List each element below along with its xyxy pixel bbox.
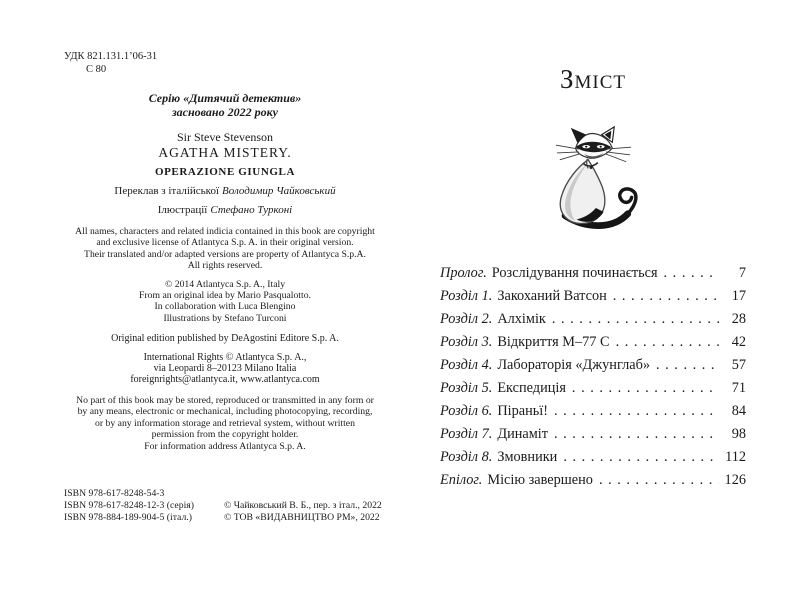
- contents-title-initial: З: [559, 64, 575, 94]
- isbn-line: ISBN 978-617-8248-54-3: [64, 487, 165, 499]
- page-number: 7: [738, 265, 746, 281]
- toc-label: Розділ 5.: [440, 380, 493, 396]
- page-number: 71: [731, 380, 746, 396]
- illustrator-line: [58, 204, 392, 217]
- rights-notice-line: All rights reserved.: [187, 260, 263, 272]
- toc-entry: [440, 423, 746, 446]
- original-edition-line: Original edition published by DeAgostini Editore S.p. A.: [111, 333, 339, 345]
- reproduction-notice-line: permission from the copyright holder.: [151, 429, 299, 441]
- isbn-credits-row: [58, 488, 392, 524]
- reproduction-notice: [58, 395, 392, 452]
- toc-entry: [440, 377, 746, 400]
- publisher-credit-line: © ТОВ «ВИДАВНИЦТВО РМ», 2022: [223, 511, 380, 523]
- series-note-line: засновано 2022 року: [171, 105, 279, 119]
- toc-title: Змовники: [497, 449, 558, 465]
- atlantyca-copyright-line: Illustrations by Stefano Turconi: [163, 312, 287, 324]
- toc-entry: [440, 446, 746, 469]
- translator-line: [58, 185, 392, 198]
- page-number: 84: [731, 403, 746, 419]
- illustrator-prefix: Ілюстрації: [157, 204, 208, 216]
- copyright-page: [58, 50, 392, 524]
- rights-notice-line: and exclusive license of Atlantyca S.p. A. in their original version.: [96, 237, 354, 249]
- reproduction-notice-line: by any means, electronic or mechanical, including photocopying, recording,: [77, 406, 373, 418]
- dot-leader: [613, 285, 719, 308]
- toc-title: Експедиція: [497, 380, 566, 396]
- toc-label: Розділ 1.: [440, 288, 493, 304]
- dot-leader: [554, 423, 719, 446]
- dot-leader: [572, 377, 719, 400]
- toc-title: Алхімік: [497, 311, 546, 327]
- publisher-credit-line: © Чайковський В. Б., пер. з італ., 2022: [223, 499, 382, 511]
- dot-leader: [664, 262, 719, 285]
- cat-illustration: [530, 123, 656, 235]
- toc-entry: [440, 469, 746, 492]
- dot-leader: [599, 469, 719, 492]
- toc-label: Розділ 6.: [440, 403, 493, 419]
- isbn-block: [64, 488, 194, 524]
- toc-entry: [440, 400, 746, 423]
- illustrator-name: Стефано Турконі: [210, 204, 293, 216]
- toc-entry: [440, 285, 746, 308]
- reproduction-notice-line: For information address Atlantyca S.p. A.: [144, 440, 306, 452]
- international-rights-line: International Rights © Atlantyca S.p. A.,: [143, 351, 307, 363]
- page-number: 17: [731, 288, 746, 304]
- toc-entry: [440, 308, 746, 331]
- book-subtitle: OPERAZIONE GIUNGLA: [154, 166, 296, 178]
- dot-leader: [554, 400, 719, 423]
- table-of-contents: [440, 262, 746, 492]
- translator-name: Володимир Чайковський: [222, 185, 336, 197]
- page-number: 98: [731, 426, 746, 442]
- toc-label: Розділ 4.: [440, 357, 493, 373]
- translator-prefix: Переклав з італійської: [114, 185, 220, 197]
- series-note-line: Серію «Дитячий детектив»: [148, 91, 302, 105]
- page-number: 28: [731, 311, 746, 327]
- toc-title: Розслідування починається: [491, 265, 658, 281]
- dot-leader: [616, 331, 719, 354]
- page-number: 126: [724, 472, 746, 488]
- toc-title: Динаміт: [497, 426, 548, 442]
- atlantyca-copyright-line: In collaboration with Luca Blengino: [154, 301, 296, 313]
- isbn-line: ISBN 978-617-8248-12-3 (серія): [64, 499, 194, 511]
- atlantyca-copyright-line: From an original idea by Mario Pasqualotto.: [139, 290, 311, 302]
- author-name: Sir Steve Stevenson: [177, 130, 273, 144]
- toc-label: Розділ 8.: [440, 449, 493, 465]
- toc-title: Лабораторія «Джунглаб»: [497, 357, 650, 373]
- reproduction-notice-line: or by any information storage and retrieval system, without written: [95, 417, 355, 429]
- toc-label: Розділ 2.: [440, 311, 493, 327]
- dot-leader: [656, 354, 719, 377]
- rights-notice-line: Their translated and/or adapted versions are property of Atlantyca S.p.A.: [84, 248, 366, 260]
- page-number: 57: [731, 357, 746, 373]
- contents-title-rest: МІСТ: [574, 72, 627, 93]
- contents-page: [440, 64, 746, 492]
- toc-title: Місію завершено: [487, 472, 593, 488]
- international-rights: [58, 352, 392, 386]
- toc-entry: [440, 354, 746, 377]
- page-number: 112: [725, 449, 746, 465]
- isbn-line: ISBN 978-884-189-904-5 (італ.): [64, 511, 192, 523]
- toc-label: Епілог.: [440, 472, 483, 488]
- toc-label: Розділ 7.: [440, 426, 493, 442]
- toc-label: Пролог.: [440, 265, 487, 281]
- atlantyca-copyright-line: © 2014 Atlantyca S.p. A., Italy: [164, 278, 286, 290]
- publisher-code: С 80: [86, 64, 107, 75]
- international-rights-line: via Leopardi 8–20123 Milano Italia: [153, 363, 297, 375]
- udc-line: УДК 821.131.1’06-31: [64, 51, 158, 62]
- dot-leader: [552, 308, 719, 331]
- toc-entry: [440, 331, 746, 354]
- series-note: [58, 91, 392, 119]
- book-title: AGATHA MISTERY.: [158, 145, 292, 160]
- toc-title: Закоханий Ватсон: [497, 288, 607, 304]
- toc-entry: [440, 262, 746, 285]
- rights-notice-line: All names, characters and related indicia contained in this book are copyright: [75, 226, 375, 237]
- publisher-credits-block: [224, 500, 382, 524]
- toc-label: Розділ 3.: [440, 334, 493, 350]
- toc-title: Відкриття М–77 С: [497, 334, 610, 350]
- international-rights-line: foreignrights@atlantyca.it, www.atlantyca.com: [130, 374, 320, 386]
- toc-title: Піраньї!: [497, 403, 549, 419]
- rights-notice: [58, 226, 392, 272]
- contents-title: [440, 64, 746, 99]
- page-number: 42: [731, 334, 746, 350]
- atlantyca-copyright: [58, 279, 392, 325]
- reproduction-notice-line: No part of this book may be stored, reproduced or transmitted in any form or: [76, 394, 374, 406]
- dot-leader: [563, 446, 719, 469]
- cataloguing-block: [64, 50, 392, 76]
